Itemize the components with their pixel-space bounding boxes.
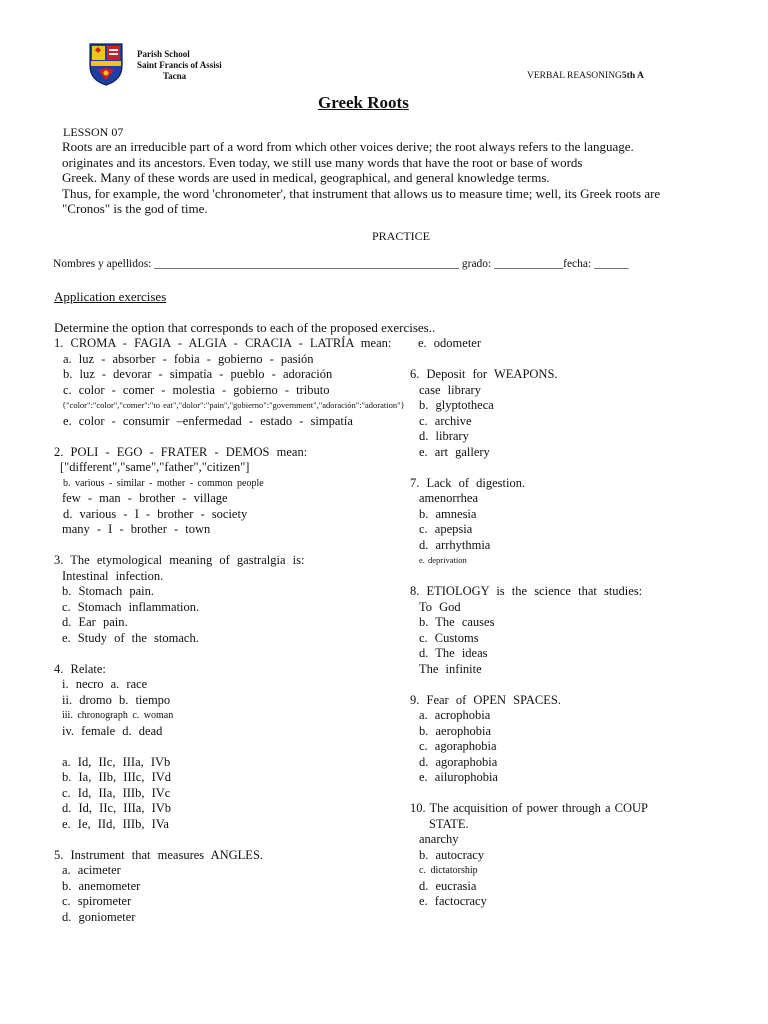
option-item: {"color":"color","comer":"to eat","dolor":"pain","gobierno":"government","adoración":"adoration"}	[62, 400, 405, 410]
intro-line: Thus, for example, the word 'chronometer', that instrument that allows us to measure time; well, its Greek roots are	[62, 185, 661, 201]
option-item: e. deprivation	[419, 555, 467, 565]
spacer	[410, 460, 648, 476]
option-item: b. Ia, IIb, IIIc, IVd	[62, 770, 172, 784]
question-9: 9. Fear of OPEN SPACES.	[410, 692, 561, 707]
option-item: a. acimeter	[62, 863, 121, 877]
option-item: c. agoraphobia	[419, 739, 497, 753]
option-item: c. archive	[419, 413, 472, 428]
option-item: c. Id, IIa, IIIb, IVc	[62, 785, 171, 800]
intro-line: Roots are an irreducible part of a word from which other voices derive; the root always refers to the language.	[62, 139, 634, 154]
option-item: ["different","same","father","citizen"]	[60, 460, 250, 474]
option-item: b. aerophobia	[419, 723, 492, 738]
school-name: Parish School	[137, 49, 190, 59]
relate-item: iii. chronograph c. woman	[62, 710, 174, 721]
spacer	[410, 677, 648, 693]
option-item: c. Stomach inflammation.	[62, 599, 200, 614]
option-item: d. goniometer	[62, 909, 136, 924]
spacer	[54, 739, 405, 755]
option-item: amenorrhea	[419, 491, 478, 505]
course-label	[527, 71, 644, 81]
grade-label: 5th A	[621, 71, 644, 81]
option-item: d. agoraphobia	[419, 754, 498, 769]
question-6: 6. Deposit for WEAPONS.	[410, 367, 558, 381]
spacer	[54, 832, 405, 848]
option-item: e. odometer	[418, 336, 482, 350]
option-item: b. various - similar - mother - common people	[63, 477, 264, 489]
question-10: 10. The acquisition of power through a COUP	[410, 801, 648, 815]
relate-item: iv. female d. dead	[62, 723, 163, 738]
option-item: Intestinal infection.	[62, 568, 164, 583]
instruction-text: Determine the option that corresponds to each of the proposed exercises..	[54, 320, 436, 335]
option-item: The infinite	[419, 661, 482, 676]
question-8: 8. ETIOLOGY is the science that studies:	[410, 584, 643, 598]
option-item: d. arrhythmia	[419, 537, 491, 552]
spacer	[54, 646, 405, 662]
option-item: b. amnesia	[419, 506, 477, 521]
school-crest-logo	[88, 42, 124, 86]
relate-item: ii. dromo b. tiempo	[62, 692, 171, 707]
intro-line: originates and its ancestors. Even today, we still use many words that have the root or base of words	[62, 154, 583, 170]
page-title: Greek Roots	[318, 93, 409, 112]
option-item: b. autocracy	[419, 847, 485, 862]
question-1: 1. CROMA - FAGIA - ALGIA - CRACIA - LATRÍA mean:	[54, 336, 392, 350]
option-item: e. art gallery	[419, 444, 490, 459]
option-item: e. Study of the stomach.	[62, 630, 199, 645]
relate-item: i. necro a. race	[62, 677, 148, 691]
option-item: c. spirometer	[62, 894, 132, 908]
option-item: many - I - brother - town	[62, 522, 211, 536]
option-item: c. apepsia	[419, 522, 473, 536]
option-item: few - man - brother - village	[62, 491, 228, 505]
school-city: Tacna	[163, 71, 187, 81]
question-4: 4. Relate:	[54, 661, 106, 676]
spacer	[410, 352, 648, 368]
option-item: d. Id, IIc, IIIa, IVb	[62, 801, 172, 815]
question-10-continued: STATE.	[429, 816, 469, 831]
option-item: anarchy	[419, 832, 459, 846]
option-item: a. Id, IIc, IIIa, IVb	[62, 754, 171, 769]
option-item: c. Customs	[419, 630, 479, 645]
question-7: 7. Lack of digestion.	[410, 475, 526, 490]
option-item: b. The causes	[419, 615, 495, 629]
lesson-number: LESSON 07	[63, 125, 124, 139]
option-item: d. library	[419, 429, 469, 443]
intro-paragraph	[62, 139, 660, 217]
spacer	[410, 786, 648, 802]
exercises-left-column	[54, 336, 405, 925]
option-item: b. luz - devorar - simpatía - pueblo - adoración	[63, 367, 333, 381]
option-item: c. color - comer - molestia - gobierno - tributo	[63, 382, 330, 397]
option-item: e. ailurophobia	[419, 770, 498, 784]
option-item: b. Stomach pain.	[62, 584, 155, 598]
exercises-right-column	[410, 336, 648, 910]
option-item: a. acrophobia	[419, 708, 491, 722]
intro-line: "Cronos" is the god of time.	[62, 201, 208, 216]
intro-line: Greek. Many of these words are used in medical, geographical, and general knowledge terms.	[62, 170, 550, 185]
option-item: e. factocracy	[419, 894, 487, 908]
student-info-form-line: Nombres y apellidos: _____________________________________________________ grado: ____________fecha: ______	[53, 258, 629, 270]
option-item: case library	[419, 382, 481, 397]
spacer	[410, 569, 648, 585]
option-item: b. glyptotheca	[419, 398, 494, 412]
option-item: e. Ie, IId, IIIb, IVa	[62, 816, 169, 831]
question-2: 2. POLI - EGO - FRATER - DEMOS mean:	[54, 444, 308, 459]
option-item: c. dictatorship	[419, 865, 478, 876]
question-3: 3. The etymological meaning of gastralgia is:	[54, 553, 305, 567]
spacer	[54, 538, 405, 554]
option-item: e. color - consumir –enfermedad - estado - simpatía	[63, 413, 353, 428]
option-item: d. Ear pain.	[62, 615, 128, 629]
option-item: b. anemometer	[62, 878, 141, 893]
spacer	[54, 429, 405, 445]
section-heading-application: Application exercises	[54, 289, 167, 304]
option-item: d. various - I - brother - society	[63, 506, 248, 521]
option-item: d. eucrasia	[419, 878, 477, 893]
option-item: a. luz - absorber - fobia - gobierno - pasión	[63, 351, 314, 366]
course-name: VERBAL REASONING	[527, 71, 622, 81]
practice-heading: PRACTICE	[372, 229, 431, 243]
school-subtitle: Saint Francis of Assisi	[137, 60, 222, 70]
option-item: d. The ideas	[419, 646, 488, 660]
option-item: To God	[419, 599, 461, 614]
question-5: 5. Instrument that measures ANGLES.	[54, 847, 264, 862]
